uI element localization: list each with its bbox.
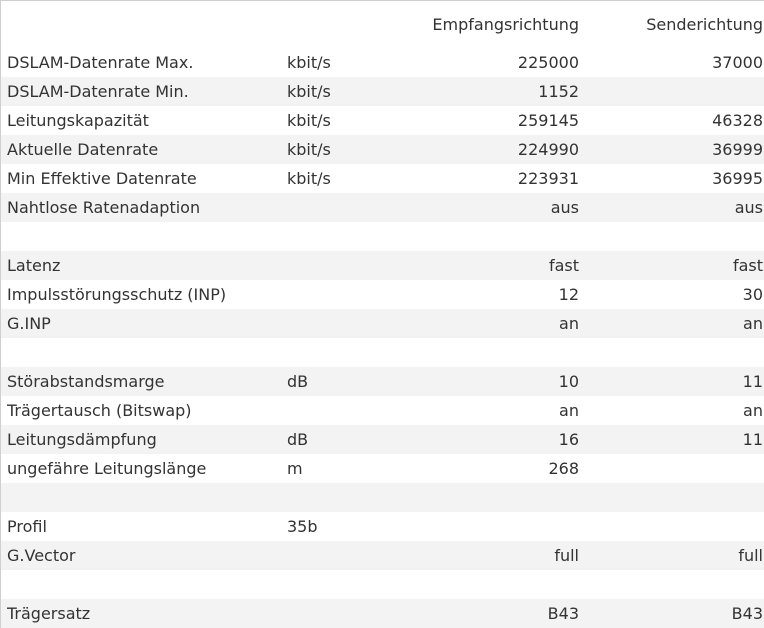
table-row: [1, 512, 764, 541]
table-row: [1, 106, 764, 135]
row-downstream-value: 16: [558, 430, 579, 449]
row-upstream-value: [593, 512, 763, 541]
row-upstream-value: 30: [742, 285, 763, 304]
row-label: Min Effektive Datenrate: [7, 169, 197, 188]
row-upstream-value: 11: [742, 372, 763, 391]
row-upstream-value: 37000: [712, 53, 763, 72]
table-row: [1, 280, 764, 309]
row-label: Profil: [7, 517, 47, 536]
table-row: [1, 251, 764, 280]
table-row: [1, 454, 764, 483]
row-downstream-value: 268: [548, 459, 579, 478]
row-label: Aktuelle Datenrate: [7, 140, 159, 159]
row-label: Latenz: [7, 256, 61, 275]
row-upstream-value: 11: [742, 430, 763, 449]
row-downstream-value: [379, 512, 579, 541]
row-downstream-value: 259145: [517, 111, 579, 130]
row-downstream-value: aus: [550, 198, 579, 217]
row-upstream-value: 46328: [712, 111, 763, 130]
row-unit: [287, 570, 367, 599]
row-label: DSLAM-Datenrate Min.: [7, 82, 189, 101]
row-downstream-value: fast: [548, 256, 579, 275]
row-upstream-value: aus: [734, 198, 763, 217]
row-unit: dB: [287, 372, 309, 391]
row-unit: 35b: [287, 517, 318, 536]
row-downstream-value: 224990: [517, 140, 579, 159]
row-label: [7, 222, 282, 251]
table-row: [1, 599, 764, 628]
row-downstream-value: [379, 483, 579, 512]
row-label: Störabstandsmarge: [7, 372, 165, 391]
row-downstream-value: B43: [547, 604, 579, 623]
row-unit: kbit/s: [287, 140, 331, 159]
row-label: G.Vector: [7, 546, 76, 565]
row-upstream-value: fast: [732, 256, 763, 275]
table-row: [1, 309, 764, 338]
row-label: Trägersatz: [7, 604, 91, 623]
row-upstream-value: full: [738, 546, 763, 565]
table-spacer-row: [1, 483, 764, 512]
row-downstream-value: an: [559, 314, 579, 333]
table-row: [1, 77, 764, 106]
row-label: [7, 338, 282, 367]
row-unit: [287, 541, 367, 570]
row-downstream-value: [379, 338, 579, 367]
row-unit: kbit/s: [287, 169, 331, 188]
table-row: [1, 193, 764, 222]
table-row: [1, 164, 764, 193]
header-downstream: Empfangsrichtung: [432, 15, 579, 34]
row-label: G.INP: [7, 314, 51, 333]
row-unit: kbit/s: [287, 53, 331, 72]
row-unit: m: [287, 459, 303, 478]
row-unit: [287, 222, 367, 251]
row-label: Leitungskapazität: [7, 111, 149, 130]
row-downstream-value: full: [554, 546, 579, 565]
row-upstream-value: an: [743, 314, 763, 333]
row-upstream-value: [593, 338, 763, 367]
row-unit: [287, 338, 367, 367]
row-upstream-value: 36999: [712, 140, 763, 159]
table-row: [1, 425, 764, 454]
row-unit: [287, 483, 367, 512]
row-upstream-value: B43: [731, 604, 763, 623]
header-label-column: [7, 1, 282, 48]
row-upstream-value: [593, 454, 763, 483]
row-label: ungefähre Leitungslänge: [7, 459, 207, 478]
row-unit: [287, 251, 367, 280]
row-unit: dB: [287, 430, 309, 449]
row-label: Trägertausch (Bitswap): [7, 401, 192, 420]
row-unit: [287, 309, 367, 338]
row-label: [7, 483, 282, 512]
header-upstream: Senderichtung: [646, 15, 763, 34]
table-header-row: [1, 1, 764, 48]
row-upstream-value: 36995: [712, 169, 763, 188]
row-unit: [287, 396, 367, 425]
row-downstream-value: 225000: [517, 53, 579, 72]
row-downstream-value: 12: [558, 285, 579, 304]
row-label: Impulsstörungsschutz (INP): [7, 285, 227, 304]
row-upstream-value: [593, 570, 763, 599]
row-downstream-value: [379, 222, 579, 251]
row-label: Nahtlose Ratenadaption: [7, 198, 201, 217]
row-unit: kbit/s: [287, 82, 331, 101]
row-unit: kbit/s: [287, 111, 331, 130]
header-unit-column: [287, 1, 367, 48]
table-spacer-row: [1, 222, 764, 251]
row-upstream-value: an: [743, 401, 763, 420]
table-row: [1, 48, 764, 77]
row-unit: [287, 280, 367, 309]
row-downstream-value: [379, 570, 579, 599]
row-downstream-value: an: [559, 401, 579, 420]
table-body: [1, 48, 764, 628]
row-label: Leitungsdämpfung: [7, 430, 157, 449]
row-label: [7, 570, 282, 599]
row-upstream-value: [593, 77, 763, 106]
table-row: [1, 396, 764, 425]
table-spacer-row: [1, 570, 764, 599]
table-row: [1, 367, 764, 396]
row-unit: [287, 193, 367, 222]
row-upstream-value: [593, 222, 763, 251]
row-downstream-value: 1152: [538, 82, 579, 101]
row-label: DSLAM-Datenrate Max.: [7, 53, 194, 72]
row-upstream-value: [593, 483, 763, 512]
table-spacer-row: [1, 338, 764, 367]
table-row: [1, 541, 764, 570]
row-downstream-value: 10: [558, 372, 579, 391]
row-downstream-value: 223931: [517, 169, 579, 188]
row-unit: [287, 599, 367, 628]
table-row: [1, 135, 764, 164]
